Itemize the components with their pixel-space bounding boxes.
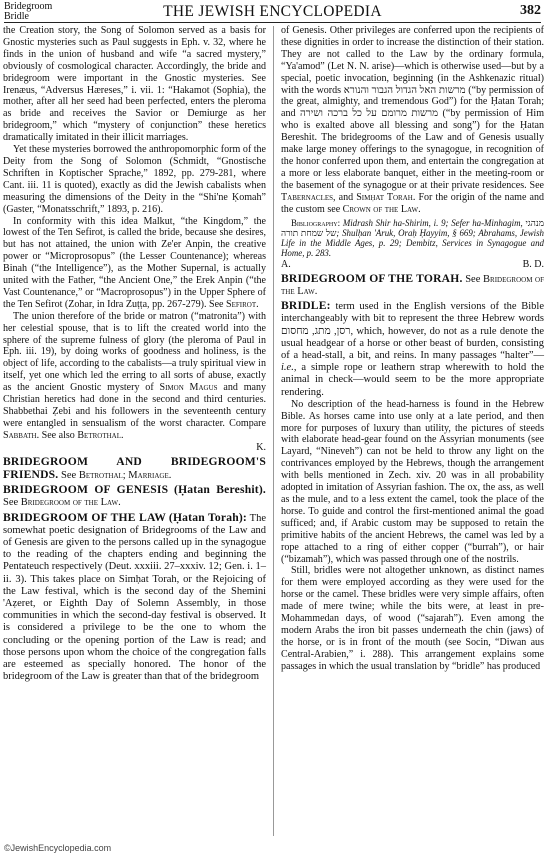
cross-reference-link[interactable]: Betrothal; Marriage. — [78, 469, 172, 481]
author-signatures — [281, 259, 544, 271]
entry-bridle — [281, 300, 544, 399]
paragraph — [281, 25, 544, 216]
paragraph-text: (“by permission of Him who is exalted above all blessing and song”) for the Ḥatan Bereshit. The bridegrooms of the Law and of Genesis usually make large money offerings to the synagogue, in recognition of the honor conferred upon them, and entertain the congregation at a more or less elaborate banquet, either in the meeting-room or the basement of the synagogue or at their private residences. See — [281, 108, 545, 191]
paragraph-text: In conformity with this idea Malkut, “the Kingdom,” the lowest of the Ten Sefirot, is called the bride, because she desires, but has not attained, the union with Ze'er Anpin, the creative power or “Microprosopus” (the Lesser Countenance); whereas Binah (“the Intelligence”), as the Mother Supernal, is actually united with the Father, “the Ancient One,” the Erek Anpin (“the Vast Countenance,” or “Macroprosopus”) in the Upper Sphere of the Ten Sefirot (Zohar, in Idra Zuṭṭa, pp. 267-279). See — [3, 215, 266, 310]
paragraph-text: and many Christian heretics had done in the second and third centuries. Shabbethai Ẓebi and his followers in the seventeenth century were entangled in sensualism of the worst character. Compare — [3, 382, 267, 429]
see-label: See — [3, 497, 19, 509]
header-rule — [4, 22, 541, 23]
cross-reference-link[interactable]: Betrothal. — [77, 429, 124, 441]
cross-reference-link[interactable]: Simḥat Torah. — [356, 191, 416, 203]
cross-reference-link[interactable]: Simon Magus — [159, 382, 218, 394]
paragraph: No description of the head-harness is found in the Hebrew Bible. As horses came into use only at a late period, and then more for purposes of luxury than utility, the pictures of steeds with elaborate head-gear found on the Assyrian monuments (see Layard, “Nineveh”) can not be held to throw any light on the contrivances employed by the Hebrews, though the arrangement with bells mentioned in Zech. xiv. 20 was in all probability adopted in imitation of Assyrian fashion. The ox, the ass, as well as the mule, and to a less extent the camel, took the place of the horse. To guide and control the first-mentioned animal the goad sufficed; and, if Arabic custom may be supposed to retain the primitive habits of the ancient Hebrews, the camel was led by a rope attached to a ring of either copper (“burrah”), or hair (“bizamah”), which was passed through one of the nostrils. — [281, 398, 544, 565]
author-signature: K. — [256, 441, 266, 453]
bibliography-text: ; Shulḥan 'Aruk, Oraḥ Ḥayyim, § 669; Abrahams, Jewish Life in the Middle Ages, p. 29; Dembitz, Services in Synagogue and Home, p. 283. — [281, 227, 544, 259]
hebrew-text: רסן, מתג, מחסום — [281, 325, 351, 337]
cross-reference-link[interactable]: Sabbath. — [3, 429, 40, 441]
author-initial-right: B. D. — [522, 258, 544, 270]
entry-text: , which, however, do not as a rule denote the usual headgear of a horse or other beast of burden, consisting of a head-stall, a bit, and reins. In many passages “halter”— — [281, 325, 544, 361]
entry-text: The somewhat poetic designation of Bridegrooms of the Law and of Genesis are given to the persons called up in the synagogue to the reading of the chapters ending and beginning the Pentateuch respectively (Deut. xxxiii. 27–xxxiv. 12; Gen. i. 1–ii. 3). This takes place on Simḥat Torah, or the Rejoicing of the Law festival, which is the second day of the Shemini 'Aẓeret, or Eighth Day of Solemn Assembly, in those communities in which the second-day festival is observed. It is considered a privilege to be the one to whom the concluding or the opening portion of the Law is read; and those persons upon whom the choice of the congregation falls are esteemed as specially honored. The honor of the bridegroom of the Law is greater than that of the bridegroom — [3, 512, 266, 683]
left-column — [3, 25, 266, 683]
paragraph — [3, 311, 266, 442]
entry-text: , a simple rope or leathern strap wherewith to hold the animal in check—would seem to be the more appropriate rendering. — [281, 362, 544, 398]
paragraph: Yet these mysteries borrowed the anthropomorphic form of the Deity from the Song of Solomon (Schmidt, “Gnostische Schriften in Koptischer Sprache,” 1892, pp. 279-281, where Cant. iii. 11 is quoted), exactly as did the Jewish cabalists when measuring the dimensions of the Deity in the “Shi'ne Ḳomah” (Gaster, “Monatsschrift,” 1893, p. 216). — [3, 144, 266, 215]
paragraph-text: The union therefore of the bride or matron (“matronita”) with her celestial spouse, that is to lift the created world into the sphere of the supreme fulness of glory (the pleroma of Paul in Eph. iii. 19), by doing works of goodness and holiness, is the object of life, according to the cabalists—a truly spiritual view in itself, yet one which led the erring to all sorts of abuse, exactly as the ancient Gnostic mystery of — [3, 310, 266, 394]
entry-heading: BRIDEGROOM OF GENESIS — [3, 483, 169, 497]
see-label: See — [465, 273, 481, 285]
entry-bridegroom-genesis — [3, 484, 266, 509]
page-number: 382 — [520, 3, 541, 18]
entry-text-italic: i.e. — [281, 362, 294, 374]
entry-heading-subtitle: (Ḥatan Torah): — [168, 510, 247, 524]
cross-reference-link[interactable]: Crown of the Law. — [342, 203, 421, 215]
entry-heading: BRIDEGROOM AND BRIDEGROOM'S FRIENDS. — [3, 454, 266, 481]
cross-reference-link[interactable]: Bridegroom of the Law. — [20, 497, 121, 509]
running-head-last-word: Bridle — [4, 11, 29, 22]
cross-reference-link[interactable]: Bridegroom of the Law. — [281, 273, 545, 297]
see-also-label: See also — [41, 429, 75, 441]
running-head-first-word: Bridegroom — [4, 1, 53, 12]
page-title: THE JEWISH ENCYCLOPEDIA — [163, 3, 382, 20]
bibliography-label: Bibliography: — [291, 217, 341, 228]
cross-reference-link[interactable]: Sefirot. — [226, 298, 259, 310]
hebrew-text: מרשות האל הגדול הגבור והנורא — [343, 84, 466, 96]
bibliography-text: Midrash Shir ha-Shirim, i. 9; Sefer ha-Minhagim, — [342, 217, 523, 228]
entry-heading: BRIDEGROOM OF THE LAW — [3, 510, 167, 524]
entry-bridegroom-law — [3, 512, 266, 684]
entry-heading-subtitle: (Ḥatan Bereshit). — [174, 483, 266, 497]
entry-bridegroom-torah — [281, 273, 544, 298]
author-initial-left: A. — [281, 258, 291, 270]
page-header — [4, 0, 541, 24]
paragraph-text: (“by permission of the great, almighty, and tremendous God”) for the Ḥatan Torah; and — [281, 84, 545, 120]
paragraph: the Creation story, the Song of Solomon served as a basis for Gnostic mysteries such as Paul suggests in Eph. v. 32, where he finds in the union of husband and wife “a sacred mystery,” obviously of cosmological character. Accordingly, the bride and bridegroom were important in the Gnostic mysteries. See Irenæus, “Adversus Hæreses,” i. vii. 1: “Hakamot (Sophia), the mother, after all her seed had been perfected, enters the pleroma as bride and receives the Savior or Demiurge as her bridegroom,” which “mystery of conjunction” these heretics dramatically imitated in their illicit marriages. — [3, 25, 266, 144]
right-column — [281, 25, 544, 673]
paragraph: Still, bridles were not altogether unknown, as distinct names for them were employed according as they were used for the horse or the camel. These bridles were very simple affairs, often made of mere twine; while the bits were, at least in pre-Mohammedan days, of wood (“sajarah”). Even among the modern Arabs the iron bit passes underneath the chin (jaws) of the horse, or is in front of the mouth (see Socin, “Diwan aus Central-Arabien,” i. 288). This arrangement explains some passages in which the usual translation by “bridle” has produced — [281, 565, 544, 672]
paragraph — [3, 216, 266, 311]
entry-heading: BRIDLE: — [281, 299, 331, 313]
hebrew-text: מנהגי של שמחת תורה — [281, 217, 544, 238]
conjunction: and — [338, 191, 354, 203]
entry-text: term used in the English versions of the Bible interchangeably with bit to represent the three Hebrew words — [281, 301, 545, 325]
hebrew-text: מרשות מרומם על כל ברכה ושירה — [299, 108, 439, 120]
copyright-footer: ©JewishEncyclopedia.com — [4, 843, 112, 853]
see-label: See — [61, 469, 77, 481]
entry-heading: BRIDEGROOM OF THE TORAH. — [281, 271, 463, 285]
entry-bridegroom-friends — [3, 456, 266, 482]
paragraph-text: For the origin of the name and the custom see — [281, 191, 544, 215]
bibliography — [281, 218, 544, 259]
paragraph-text: of Genesis. Other privileges are conferred upon the recipients of these dignities in order to increase the distinction of their station. They are not called to the Law by the ordinary formula, “Ya'amod” (Let N. N. arise)—which is otherwise used—but by a special, poetic invocation, beginning (in the Ashkenazic ritual) with the words — [281, 25, 544, 96]
column-divider — [273, 26, 274, 836]
cross-reference-link[interactable]: Tabernacles, — [281, 191, 336, 203]
